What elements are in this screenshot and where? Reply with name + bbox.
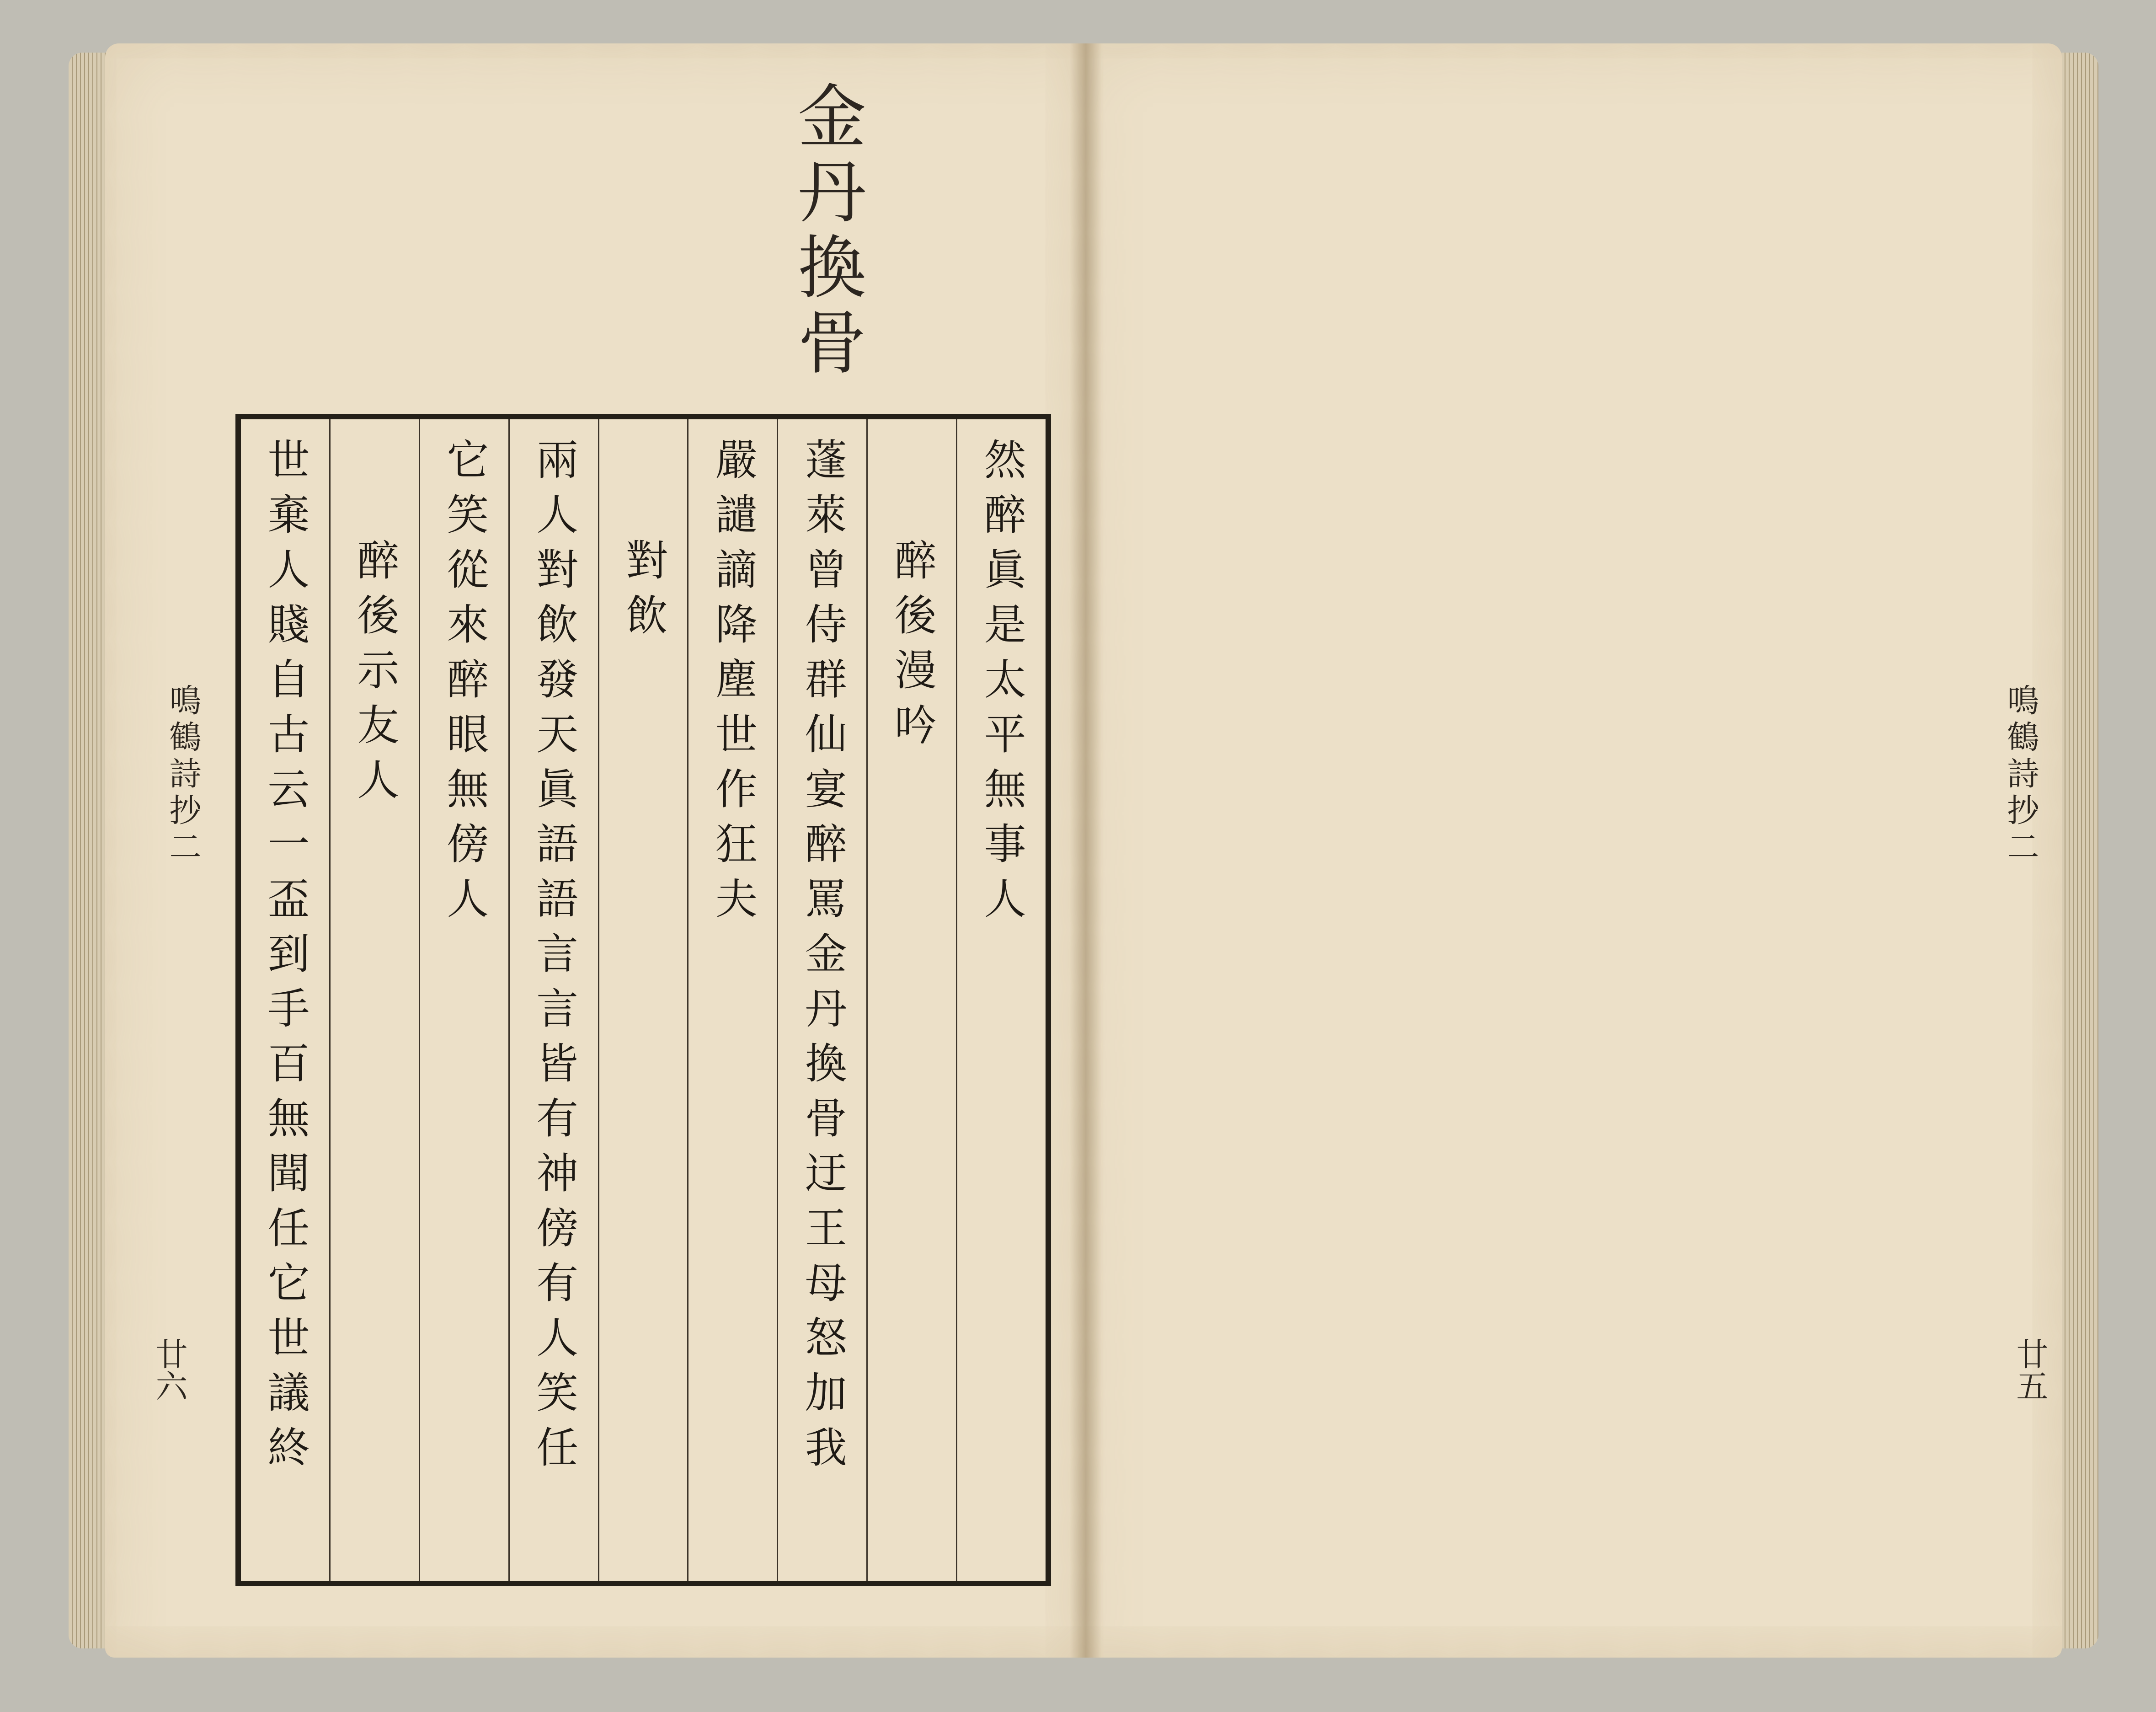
page-edge-left xyxy=(69,53,110,1648)
text-column: 醉後漫吟 xyxy=(866,419,956,1581)
text-column: 對飲 xyxy=(598,419,688,1581)
text-column: 世棄人賤自古云一盃到手百無聞任它世議終 xyxy=(261,438,310,1480)
text-column: 它笑從來醉眼無傍人 xyxy=(419,419,508,1581)
left-page xyxy=(105,43,1083,1658)
left-text-frame xyxy=(235,414,1051,1586)
left-columns xyxy=(241,419,1046,1581)
text-column: 兩人對飲發天眞語語言言皆有神傍有人笑任 xyxy=(508,419,598,1581)
handwritten-annotation: 金丹換骨 xyxy=(797,78,866,384)
text-column: 然醉眞是太平無事人 xyxy=(956,419,1046,1581)
page-edge-right xyxy=(2057,53,2098,1648)
right-folio: 廿五 xyxy=(2011,1338,2049,1402)
text-column: 嚴譴謫降塵世作狂夫 xyxy=(687,419,777,1581)
book-gutter xyxy=(1070,43,1102,1658)
left-margin-title: 鳴鶴詩抄二 xyxy=(164,684,202,867)
right-margin-title: 鳴鶴詩抄二 xyxy=(2002,684,2039,867)
text-column: 醉後示友人 xyxy=(329,419,419,1581)
text-column: 蓬萊曾侍群仙宴醉罵金丹換骨迂王母怒加我 xyxy=(777,419,866,1581)
right-page xyxy=(1083,43,2062,1658)
left-folio: 廿六 xyxy=(150,1338,188,1402)
book-spread xyxy=(59,43,2098,1671)
